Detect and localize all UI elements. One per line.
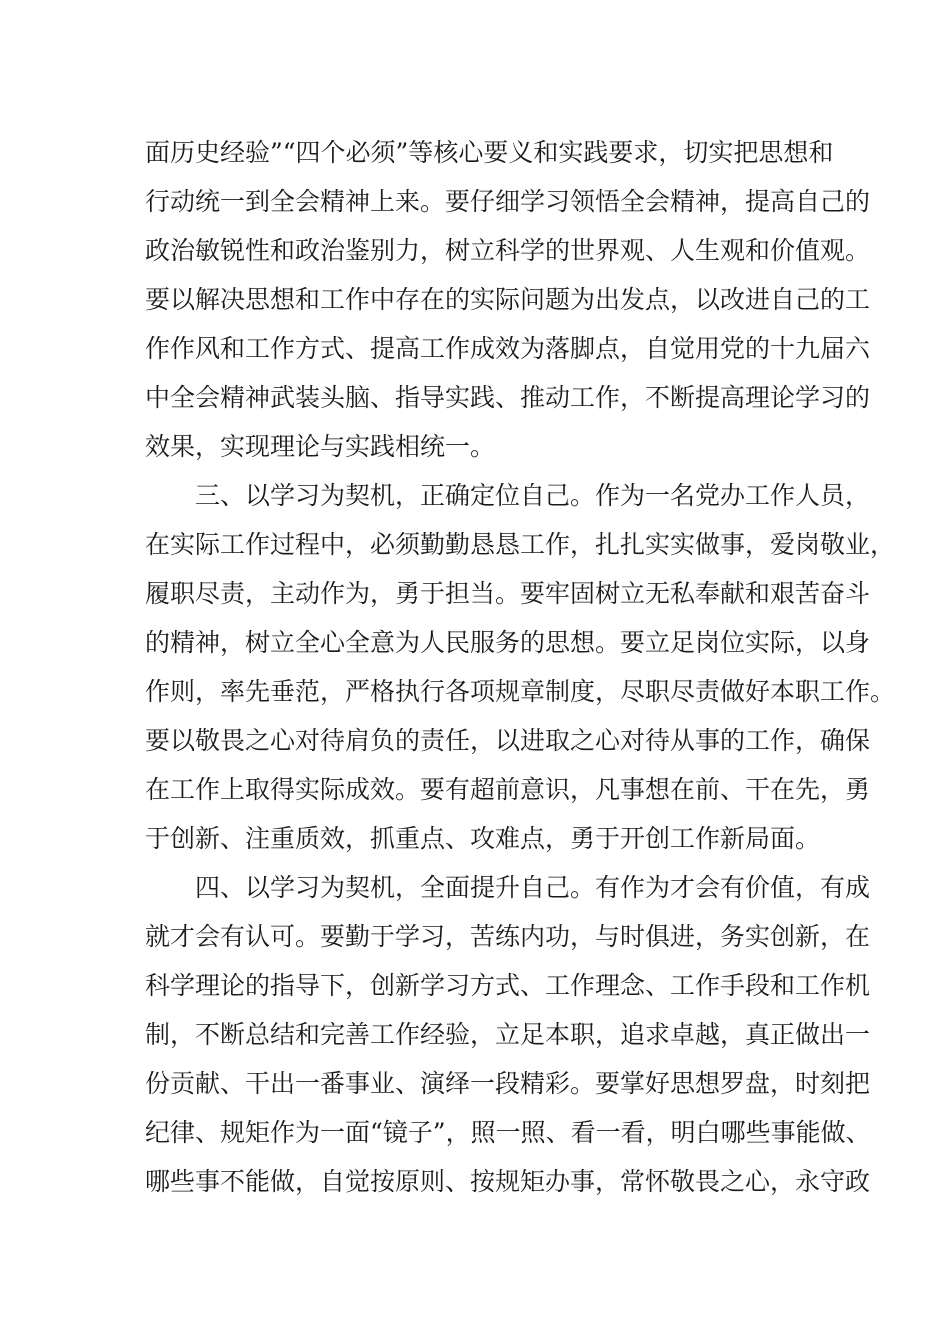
text-line: 作作风和工作方式、提高工作成效为落脚点，自觉用党的十九届六 [145, 334, 871, 363]
text-line: 于创新、注重质效，抓重点、攻难点，勇于开创工作新局面。 [145, 824, 821, 853]
text-line: 要以解决思想和工作中存在的实际问题为出发点，以改进自己的工 [145, 285, 871, 314]
text-line: 行动统一到全会精神上来。要仔细学习领悟全会精神，提高自己的 [145, 187, 871, 216]
text-line: 的精神，树立全心全意为人民服务的思想。要立足岗位实际，以身 [145, 628, 871, 657]
text-line: 要以敬畏之心对待肩负的责任，以进取之心对待从事的工作，确保 [145, 726, 871, 755]
text-line: 作则，率先垂范，严格执行各项规章制度，尽职尽责做好本职工作。 [145, 677, 896, 706]
text-line: 面历史经验”“四个必须”等核心要义和实践要求，切实把思想和 [145, 138, 834, 167]
paragraph-heading-line: 四、以学习为契机，全面提升自己。有作为才会有价值，有成 [195, 873, 871, 902]
text-line: 效果，实现理论与实践相统一。 [145, 432, 496, 461]
text-line: 在实际工作过程中，必须勤勤恳恳工作，扎扎实实做事，爱岗敬业， [145, 530, 896, 559]
text-line: 哪些事不能做，自觉按原则、按规矩办事，常怀敬畏之心，永守政 [145, 1167, 871, 1196]
text-line: 履职尽责，主动作为，勇于担当。要牢固树立无私奉献和艰苦奋斗 [145, 579, 871, 608]
text-line: 就才会有认可。要勤于学习，苦练内功，与时俱进，务实创新，在 [145, 922, 871, 951]
text-line: 在工作上取得实际成效。要有超前意识，凡事想在前、干在先，勇 [145, 775, 871, 804]
text-line: 纪律、规矩作为一面“镜子”，照一照、看一看，明白哪些事能做、 [145, 1118, 871, 1147]
paragraph-heading-line: 三、以学习为契机，正确定位自己。作为一名党办工作人员， [195, 481, 871, 510]
text-line: 政治敏锐性和政治鉴别力，树立科学的世界观、人生观和价值观。 [145, 236, 871, 265]
text-line: 制，不断总结和完善工作经验，立足本职，追求卓越，真正做出一 [145, 1020, 871, 1049]
text-line: 科学理论的指导下，创新学习方式、工作理念、工作手段和工作机 [145, 971, 871, 1000]
text-line: 中全会精神武装头脑、指导实践、推动工作，不断提高理论学习的 [145, 383, 871, 412]
text-line: 份贡献、干出一番事业、演绎一段精彩。要掌好思想罗盘，时刻把 [145, 1069, 871, 1098]
